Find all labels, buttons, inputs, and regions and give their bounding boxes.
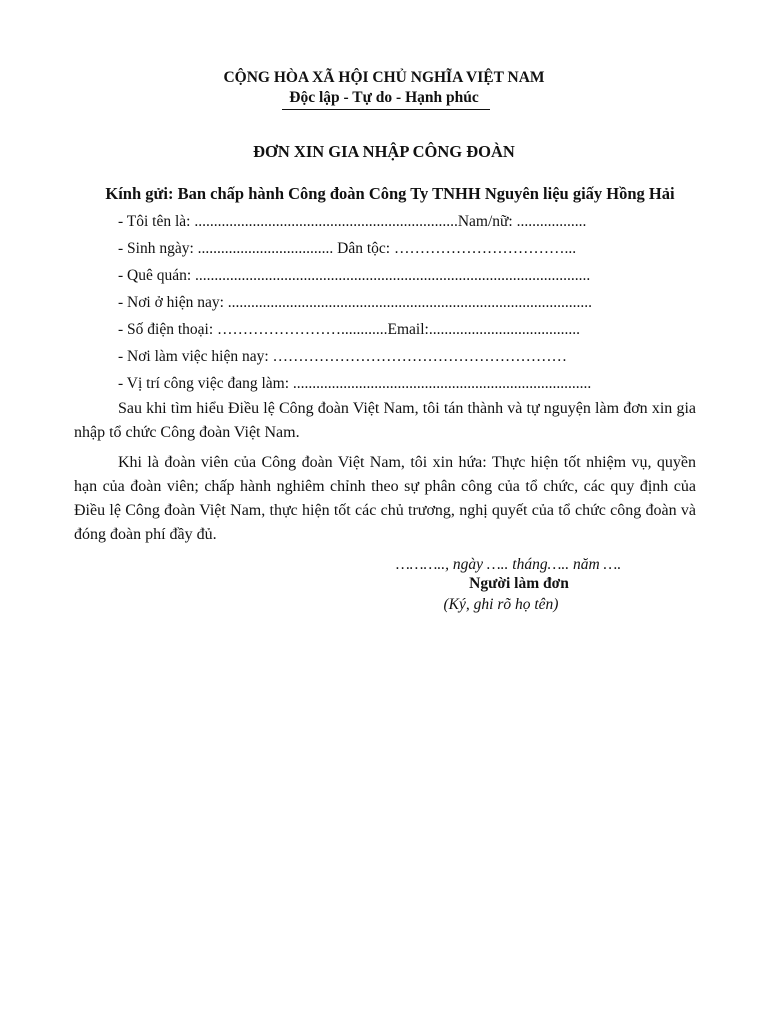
paragraph-commitment: Khi là đoàn viên của Công đoàn Việt Nam, tôi xin hứa: Thực hiện tốt nhiệm vụ, quyền hạn của đoàn viên; chấp hành nghiêm chỉnh theo sự phân công của tổ chức, các quy định của Điều lệ Công đoàn Việt Nam, thực hiện tốt các chủ trương, nghị quyết của tổ chức công đoàn và đóng đoàn phí đầy đủ.: [74, 454, 696, 543]
motto-underline: [282, 109, 490, 110]
field-hometown: - Quê quán: ......................................................................................................: [118, 267, 591, 284]
field-job-position: - Vị trí công việc đang làm: .............................................................................: [118, 375, 592, 392]
field-workplace: - Nơi làm việc hiện nay: …………………………………………………: [118, 348, 568, 365]
recipient-line: Kính gửi: Ban chấp hành Công đoàn Công Ty TNHH Nguyên liệu giấy Hồng Hải: [105, 184, 675, 203]
signature-title: Người làm đơn: [469, 575, 569, 592]
signature-date-line: ……….., ngày ….. tháng….. năm ….: [396, 556, 622, 573]
document-title: ĐƠN XIN GIA NHẬP CÔNG ĐOÀN: [253, 142, 515, 161]
country-name-heading: CỘNG HÒA XÃ HỘI CHỦ NGHĨA VIỆT NAM: [223, 69, 545, 86]
field-phone-email: - Số điện thoại: ……………………............Email:.......................................: [118, 321, 580, 338]
field-birth-date: - Sinh ngày: ................................... Dân tộc: ……………………………...: [118, 240, 577, 257]
national-motto: Độc lập - Tự do - Hạnh phúc: [289, 89, 479, 106]
field-current-address: - Nơi ở hiện nay: ..............................................................................................: [118, 294, 593, 311]
paragraph-agreement: Sau khi tìm hiểu Điều lệ Công đoàn Việt Nam, tôi tán thành và tự nguyện làm đơn xin gia nhập tổ chức Công đoàn Việt Nam.: [74, 400, 696, 441]
field-full-name: - Tôi tên là: ....................................................................Nam/nữ: ..................: [118, 213, 587, 230]
signature-note: (Ký, ghi rõ họ tên): [443, 596, 559, 613]
